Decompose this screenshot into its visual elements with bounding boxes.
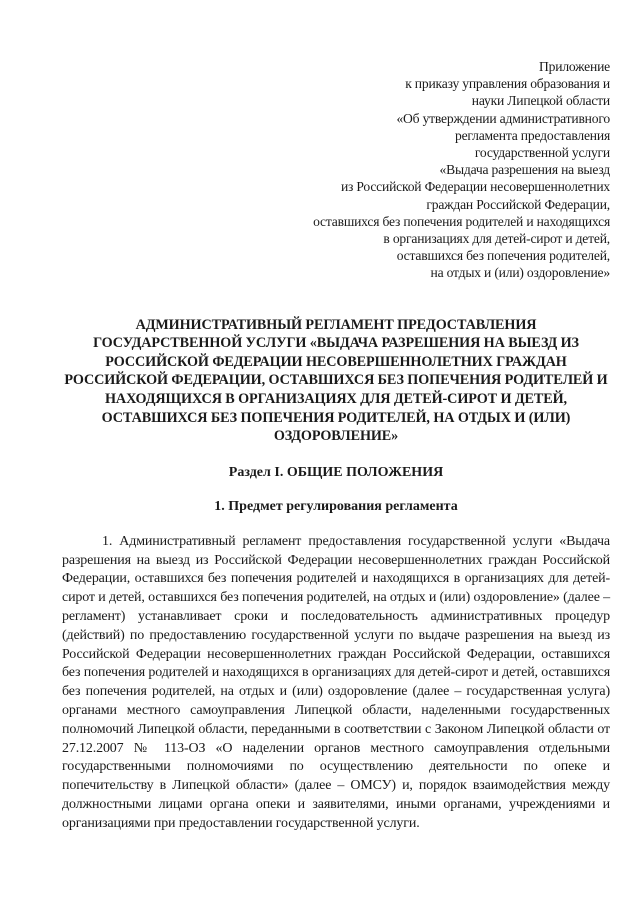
appendix-line: науки Липецкой области [471,93,610,109]
body-paragraph: 1. Административный регламент предоставления государственной услуги «Выдача разрешения на выезд из Российской Федерации несовершеннолетних граждан Российской Федерации, оставшихся без попечения родителей и находящихся в организациях для детей-сирот и детей, оставшихся без попечения родителей, на отдых и (или) оздоровление» (далее – регламент) устанавливает сроки и последовательность административных процедур (действий) по предоставлению государственной услуги по выдаче разрешения на выезд из Российской Федерации несовершеннолетних граждан Российской Федерации, оставшихся без попечения родителей и находящихся в организациях для детей-сирот и детей, оставшихся без попечения родителей, на отдых и (или) оздоровление (далее – государственная услуга) органами местного самоуправления Липецкой области, наделенными государственных полномочий Липецкой области, переданными в соответствии с Законом Липецкой области от 27.12.2007 № 113-ОЗ «О наделении органов местного самоуправления отдельными государственными полномочиями по осуществлению деятельности по опеке и попечительству в Липецкой области» (далее – ОМСУ) и, порядок взаимодействия между должностными лицами органа опеки и заявителями, иными органами, учреждениями и организациями при предоставлении государственной услуги. [62,533,610,831]
document-page [62,58,610,834]
appendix-line: Приложение [539,59,610,74]
document-title: АДМИНИСТРАТИВНЫЙ РЕГЛАМЕНТ ПРЕДОСТАВЛЕНИЯ ГОСУДАРСТВЕННОЙ УСЛУГИ «ВЫДАЧА РАЗРЕШЕНИЯ НА ВЫЕЗД ИЗ РОССИЙСКОЙ ФЕДЕРАЦИИ НЕСОВЕРШЕННОЛЕТНИХ ГРАЖДАН РОССИЙСКОЙ ФЕДЕРАЦИИ, ОСТАВШИХСЯ БЕЗ ПОПЕЧЕНИЯ РОДИТЕЛЕЙ И НАХОДЯЩИХСЯ В ОРГАНИЗАЦИЯХ ДЛЯ ДЕТЕЙ-СИРОТ И ДЕТЕЙ, ОСТАВШИХСЯ БЕЗ ПОПЕЧЕНИЯ РОДИТЕЛЕЙ, НА ОТДЫХ И (ИЛИ) ОЗДОРОВЛЕНИЕ» [64,316,608,445]
appendix-line: граждан Российской Федерации, [426,196,610,212]
appendix-line: оставшихся без попечения родителей, [396,248,610,264]
appendix-line: регламента предоставления [455,127,610,143]
section-heading: Раздел I. ОБЩИЕ ПОЛОЖЕНИЯ [228,464,444,480]
appendix-line: на отдых и (или) оздоровление» [430,265,610,281]
appendix-line: из Российской Федерации несовершеннолетних [340,179,610,195]
appendix-line: государственной услуги [474,145,610,161]
appendix-line: к приказу управления образования и [405,76,610,92]
appendix-block [62,58,610,282]
appendix-line: «Об утверждении административного [396,110,610,126]
appendix-line: в организациях для детей-сирот и детей, [383,231,610,247]
appendix-line: «Выдача разрешения на выезд [439,162,610,178]
subsection-heading: 1. Предмет регулирования регламента [214,498,458,514]
appendix-line: оставшихся без попечения родителей и находящихся [313,213,610,229]
